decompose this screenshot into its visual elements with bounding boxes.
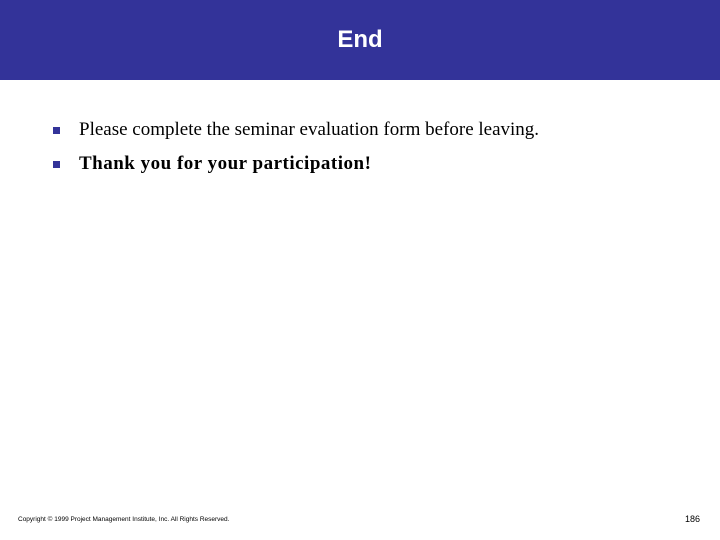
bullet-item [50,150,690,184]
copyright-notice: Copyright © 1999 Project Management Institute, Inc. All Rights Reserved. [18,516,230,523]
page-number: 186 [684,514,700,524]
square-bullet-icon [53,161,60,168]
title-bar [0,0,720,80]
slide-title: End [337,26,383,53]
bullet-text: Please complete the seminar evaluation form before leaving. [79,119,540,140]
square-bullet-icon [53,127,60,134]
bullet-text: Thank you for your participation! [79,153,372,174]
bullet-list [50,116,690,184]
bullet-item [50,116,690,150]
